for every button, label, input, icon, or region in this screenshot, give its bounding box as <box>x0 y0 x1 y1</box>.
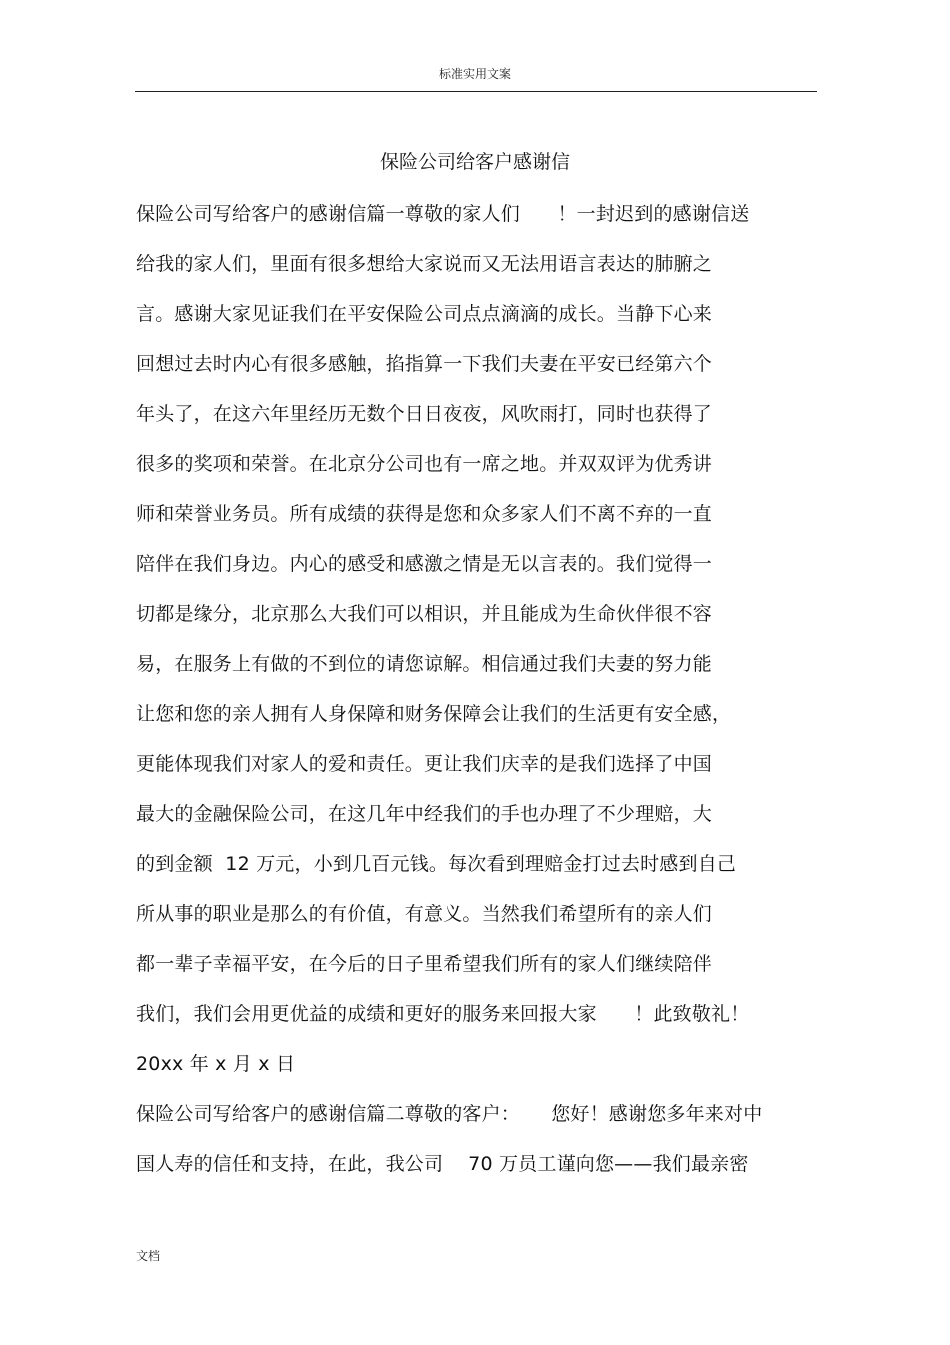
date-line: 20xx 年 x 月 x 日 <box>136 1053 296 1075</box>
body-line: 我们，我们会用更优益的成绩和更好的服务来回报大家 ！此致敬礼！ <box>136 1003 750 1025</box>
body-line: 陪伴在我们身边。内心的感受和感激之情是无以言表的。我们觉得一 <box>136 553 713 575</box>
body-line: 让您和您的亲人拥有人身保障和财务保障会让我们的生活更有安全感， <box>136 703 732 725</box>
header-divider <box>135 91 817 92</box>
body-line: 言。感谢大家见证我们在平安保险公司点点滴滴的成长。当静下心来 <box>136 303 713 325</box>
body-line: 切都是缘分，北京那么大我们可以相识，并且能成为生命伙伴很不容 <box>136 603 713 625</box>
body-line: 年头了，在这六年里经历无数个日日夜夜，风吹雨打，同时也获得了 <box>136 403 713 425</box>
body-line: 所从事的职业是那么的有价值，有意义。当然我们希望所有的亲人们 <box>136 903 713 925</box>
body-line: 很多的奖项和荣誉。在北京分公司也有一席之地。并双双评为优秀讲 <box>136 453 713 475</box>
body-line: 师和荣誉业务员。所有成绩的获得是您和众多家人们不离不弃的一直 <box>136 503 713 525</box>
body-line: 都一辈子幸福平安，在今后的日子里希望我们所有的家人们继续陪伴 <box>136 953 713 975</box>
body-line: 易，在服务上有做的不到位的请您谅解。相信通过我们夫妻的努力能 <box>136 653 713 675</box>
body-line: 国人寿的信任和支持，在此，我公司 70 万员工谨向您——我们最亲密 <box>136 1153 749 1175</box>
body-line: 更能体现我们对家人的爱和责任。更让我们庆幸的是我们选择了中国 <box>136 753 713 775</box>
page-footer: 文档 <box>136 1249 161 1263</box>
body-line: 保险公司写给客户的感谢信篇一尊敬的家人们 ！一封迟到的感谢信送 <box>136 203 750 225</box>
body-line: 保险公司写给客户的感谢信篇二尊敬的客户： 您好！感谢您多年来对中 <box>136 1103 763 1125</box>
document-title: 保险公司给客户感谢信 <box>379 151 570 173</box>
body-line: 的到金额 12 万元，小到几百元钱。每次看到理赔金打过去时感到自己 <box>136 853 737 875</box>
document-body <box>136 198 826 1198</box>
body-line: 最大的金融保险公司，在这几年中经我们的手也办理了不少理赔，大 <box>136 803 713 825</box>
page-header: 标准实用文案 <box>438 67 511 81</box>
body-line: 回想过去时内心有很多感触，掐指算一下我们夫妻在平安已经第六个 <box>136 353 713 375</box>
body-line: 给我的家人们，里面有很多想给大家说而又无法用语言表达的肺腑之 <box>136 253 713 275</box>
